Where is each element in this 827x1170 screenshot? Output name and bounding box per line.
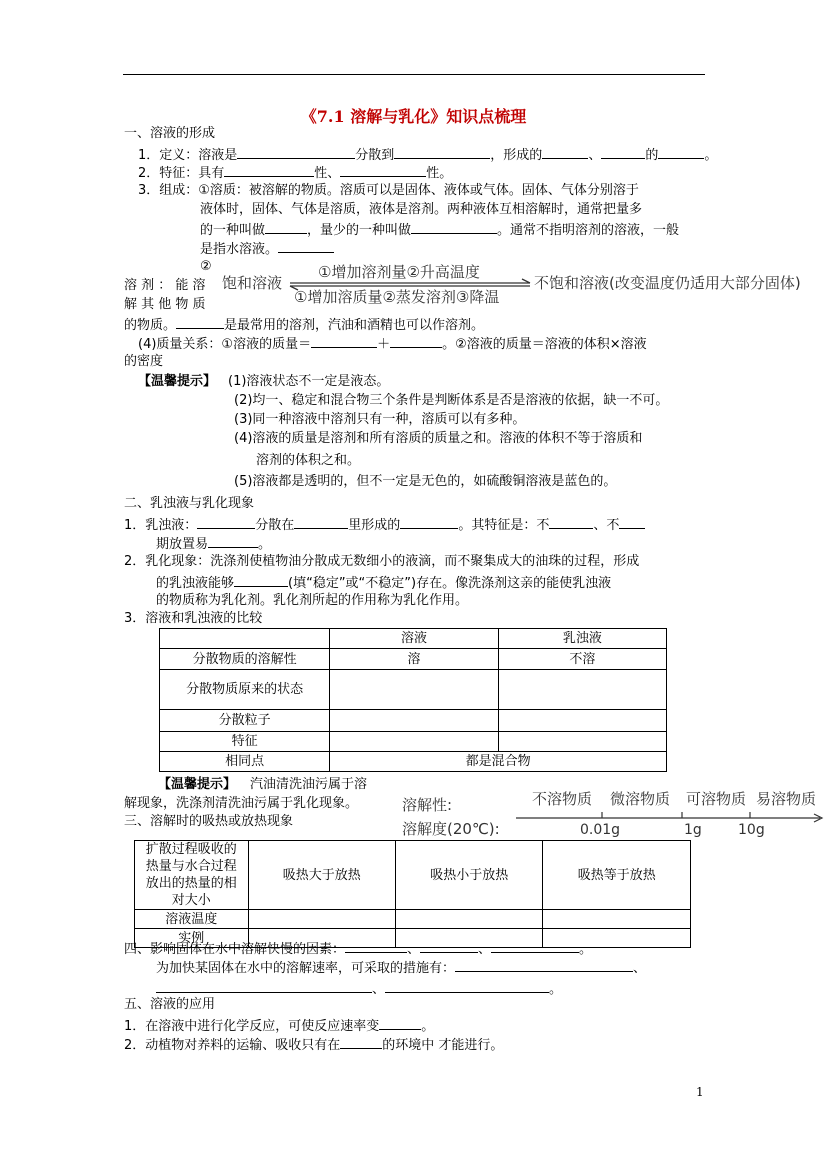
fill-blank[interactable] [197, 515, 255, 529]
fill-blank[interactable] [345, 939, 407, 953]
solvent-text-3: 的物质。 是最常用的溶剂，汽油和酒精也可以作溶剂。 [124, 315, 484, 335]
scale-tick-label-001: 0.01g [580, 822, 621, 838]
page-title: 《7.1 溶解与乳化》知识点梳理 [300, 107, 527, 126]
table-cell[interactable] [498, 670, 666, 710]
comparison-heading: 3．溶液和乳浊液的比较 [124, 611, 263, 626]
heat-table-col: 吸热等于放热 [543, 841, 691, 910]
fill-blank[interactable] [542, 145, 588, 159]
fill-blank[interactable] [619, 515, 645, 529]
fill-blank[interactable] [224, 163, 314, 177]
emulsion-line-1-cont: 期放置易 。 [156, 534, 271, 554]
scale-class-soluble: 可溶物质 [686, 790, 747, 808]
tip-4: (4)溶液的质量是溶剂和所有溶质的质量之和。溶液的体积不等于溶质和 [234, 431, 643, 446]
fill-blank[interactable] [208, 534, 258, 548]
solvent-marker: ② [200, 259, 212, 274]
tip-1: (1)溶液状态不一定是液态。 [228, 374, 390, 389]
tip-label-2: 【温馨提示】 [158, 777, 237, 792]
fill-blank[interactable] [278, 239, 334, 253]
heat-table-row-label: 溶液温度 [135, 910, 249, 929]
diagram-bottom-condition: ①增加溶质量②蒸发溶剂③降温 [294, 288, 500, 306]
scale-row2-label: 溶解度(20℃): [402, 820, 500, 838]
tip-emulsion-a: 汽油清洗油污属于溶 [250, 777, 368, 792]
heat-table-header-label: 扩散过程吸收的热量与水合过程放出的热量的相对大小 [135, 841, 249, 910]
mass-relation-line-2: 的密度 [124, 354, 164, 369]
section-heading-3: 三、溶解时的吸热或放热现象 [124, 814, 294, 829]
composition-line-2: 液体时，固体、气体是溶质，液体是溶剂。两种液体互相溶解时，通常把量多 [200, 202, 643, 217]
composition-line-4: 是指水溶液。 [200, 239, 334, 259]
fill-blank[interactable] [385, 979, 549, 993]
table-cell: 都是混合物 [330, 752, 667, 772]
section-heading-1: 一、溶液的形成 [124, 126, 216, 141]
tip-label: 【温馨提示】 [138, 374, 217, 389]
fill-blank[interactable] [379, 1016, 421, 1030]
emulsification-line-1: 2．乳化现象：洗涤剂使植物油分散成无数细小的液滴，而不聚集成大的油珠的过程，形成 [124, 554, 640, 569]
dissolve-speed-line: 为加快某固体在水中的溶解速率，可采取的措施有： 、 [156, 958, 646, 978]
scale-class-insoluble: 不溶物质 [532, 790, 593, 808]
table-cell: 不溶 [498, 649, 666, 670]
heat-table-col: 吸热大于放热 [248, 841, 395, 910]
table-cell[interactable] [498, 710, 666, 732]
application-line-1: 1．在溶液中进行化学反应，可使反应速率变 。 [124, 1016, 434, 1036]
table-cell: 溶 [330, 649, 498, 670]
emulsification-line-2: 的乳浊液能够 (填“稳定”或“不稳定”)存在。像洗涤剂这亲的能使乳浊液 [156, 573, 611, 593]
diagram-saturated-label: 饱和溶液 [222, 274, 283, 292]
emulsion-line-1: 1．乳浊液： 分散在 里形成的 。其特征是：不 、不 [124, 515, 645, 535]
heat-table-cell[interactable] [543, 910, 691, 929]
definition-line: 1．定义：溶液是 分散到 ，形成的 、 的 。 [138, 145, 717, 165]
table-row-label: 分散物质的溶解性 [160, 649, 330, 670]
fill-blank[interactable] [549, 515, 593, 529]
diagram-top-condition: ①增加溶剂量②升高温度 [318, 263, 480, 281]
fill-blank[interactable] [411, 220, 497, 234]
table-header-cell [160, 629, 330, 649]
table-cell[interactable] [498, 732, 666, 752]
table-header-cell: 溶液 [330, 629, 498, 649]
dissolve-speed-line-2: 、 。 [156, 979, 562, 999]
scale-row1-label: 溶解性: [402, 796, 453, 814]
composition-line-3: 的一种叫做 ，量少的一种叫做 。通常不指明溶剂的溶液，一般 [200, 220, 679, 240]
composition-line-1: 3．组成：①溶质：被溶解的物质。溶质可以是固体、液体或气体。固体、气体分别溶于 [138, 183, 639, 198]
section-heading-4: 四、影响固体在水中溶解快慢的因素： 、 、 。 [124, 939, 592, 959]
fill-blank[interactable] [658, 145, 704, 159]
fill-blank[interactable] [340, 1035, 382, 1049]
fill-blank[interactable] [455, 958, 633, 972]
diagram-unsaturated-label: 不饱和溶液(改变温度仍适用大部分固体) [534, 274, 801, 292]
fill-blank[interactable] [601, 145, 645, 159]
solvent-text-2: 解 其 他 物 质 [124, 297, 206, 312]
scale-tick-label-10: 10g [738, 822, 765, 838]
heat-table-cell[interactable] [395, 910, 542, 929]
mass-relation-line: (4)质量关系：①溶液的质量＝ ＋ 。②溶液的质量＝溶液的体积×溶液 [138, 334, 647, 354]
scale-class-easily-soluble: 易溶物质 [756, 790, 817, 808]
fill-blank[interactable] [237, 145, 355, 159]
fill-blank[interactable] [394, 145, 490, 159]
fill-blank[interactable] [176, 315, 224, 329]
application-line-2: 2．动植物对养料的运输、吸收只有在 的环境中 才能进行。 [124, 1035, 503, 1055]
heat-table [134, 840, 691, 948]
tip-emulsion-b: 解现象，洗涤剂清洗油污属于乳化现象。 [124, 796, 359, 811]
tip-5: (5)溶液都是透明的，但不一定是无色的，如硫酸铜溶液是蓝色的。 [234, 474, 617, 489]
scale-tick-label-1: 1g [684, 822, 702, 838]
heat-table-cell[interactable] [248, 910, 395, 929]
table-row-label: 分散粒子 [160, 710, 330, 732]
emulsification-line-3: 的物质称为乳化剂。乳化剂所起的作用称为乳化作用。 [156, 593, 469, 608]
tip-3: (3)同一种溶液中溶剂只有一种，溶质可以有多种。 [234, 412, 526, 427]
solubility-scale-diagram [398, 786, 827, 838]
table-row-label: 分散物质原来的状态 [160, 670, 330, 710]
header-rule [123, 74, 705, 75]
table-cell[interactable] [330, 670, 498, 710]
page-number: 1 [696, 1085, 704, 1099]
saturation-conversion-diagram [218, 258, 827, 306]
tip-2: (2)均一、稳定和混合物三个条件是判断体系是否是溶液的依据，缺一不可。 [234, 393, 669, 408]
solvent-text-1: 溶 剂 ： 能 溶 [124, 278, 206, 293]
table-row-label: 相同点 [160, 752, 330, 772]
section-heading-2: 二、乳浊液与乳化现象 [124, 496, 255, 511]
comparison-table [159, 628, 667, 772]
heat-table-col: 吸热小于放热 [395, 841, 542, 910]
fill-blank[interactable] [420, 939, 478, 953]
fill-blank[interactable] [340, 163, 426, 177]
table-header-cell: 乳浊液 [498, 629, 666, 649]
fill-blank[interactable] [390, 334, 442, 348]
tip-4-cont: 溶剂的体积之和。 [256, 453, 361, 468]
fill-blank[interactable] [234, 573, 288, 587]
fill-blank[interactable] [491, 939, 579, 953]
section-heading-5: 五、溶液的应用 [124, 997, 216, 1012]
table-cell[interactable] [330, 710, 498, 732]
fill-blank[interactable] [311, 334, 377, 348]
table-cell[interactable] [330, 732, 498, 752]
fill-blank[interactable] [294, 515, 348, 529]
fill-blank[interactable] [156, 979, 372, 993]
feature-line: 2．特征：具有 性、 性。 [138, 163, 452, 183]
scale-class-slightly-soluble: 微溶物质 [610, 790, 671, 808]
fill-blank[interactable] [400, 515, 458, 529]
fill-blank[interactable] [265, 220, 307, 234]
table-row-label: 特征 [160, 732, 330, 752]
heat-table-row-label: 实例 [135, 929, 249, 948]
